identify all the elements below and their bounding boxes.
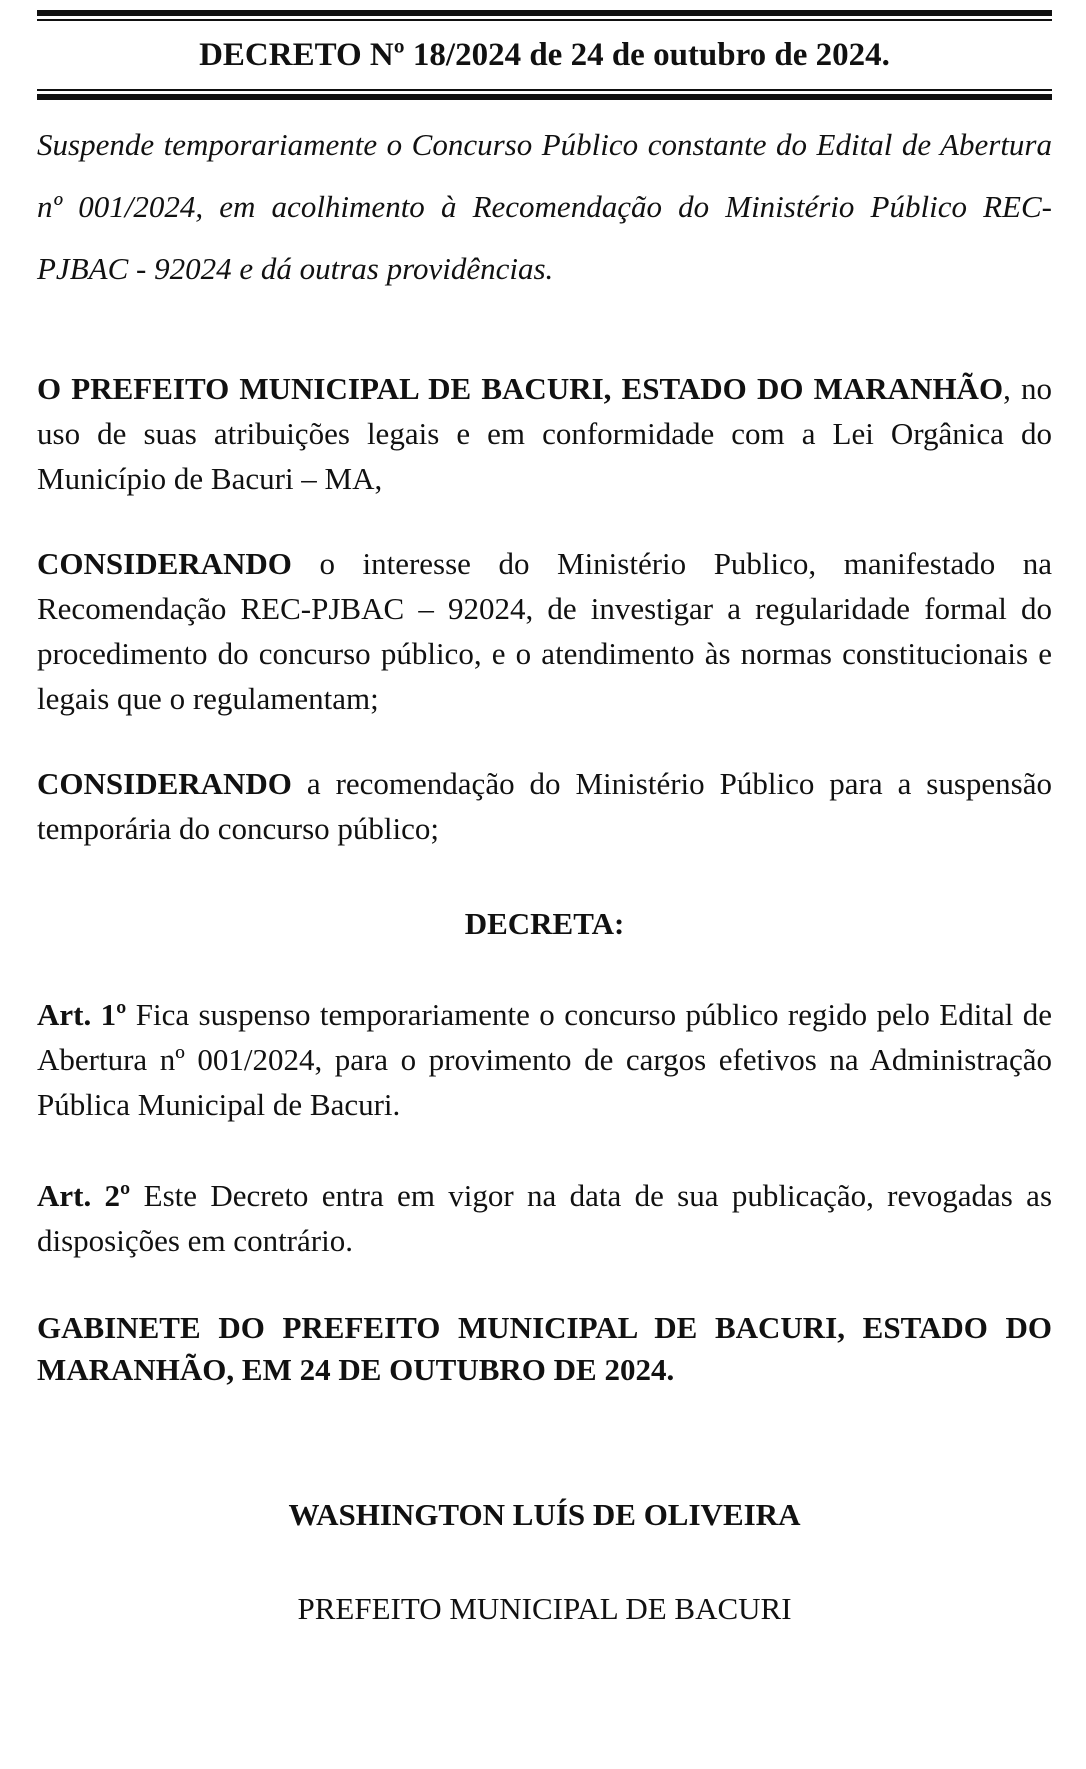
considerando-text-2: a recomendação do Ministério Público para a suspensão temporária do concurso público; bbox=[37, 766, 1052, 846]
considerando-text-1: o interesse do Ministério Publico, manifestado na Recomendação REC-PJBAC – 92024, de investigar a regularidade formal do procedimento do concurso público, e o atendimento às normas constitucionais e legais que o regulamentam; bbox=[37, 546, 1052, 716]
header-rule-bottom bbox=[37, 94, 1052, 100]
header-rule-top bbox=[37, 10, 1052, 16]
decreta-heading: DECRETA: bbox=[464, 906, 625, 941]
preamble-text: , no uso de suas atribuições legais e em conformidade com a Lei Orgânica do Município de Bacuri – MA, bbox=[37, 371, 1052, 496]
signatory-name: WASHINGTON LUÍS DE OLIVEIRA bbox=[288, 1497, 801, 1532]
article-1-paragraph bbox=[37, 992, 1052, 1127]
article-1-label: Art. 1º bbox=[37, 997, 127, 1032]
considerando-label-2: CONSIDERANDO bbox=[37, 766, 292, 801]
decree-summary: Suspende temporariamente o Concurso Público constante do Edital de Abertura nº 001/2024, em acolhimento à Recomendação do Ministério Público REC-PJBAC - 92024 e dá outras providências. bbox=[37, 127, 1052, 286]
header-rule-bottom-thin bbox=[37, 89, 1052, 91]
closing-statement: GABINETE DO PREFEITO MUNICIPAL DE BACURI, ESTADO DO MARANHÃO, EM 24 DE OUTUBRO DE 2024. bbox=[37, 1310, 1052, 1387]
article-2-label: Art. 2º bbox=[37, 1178, 131, 1213]
article-2-text: Este Decreto entra em vigor na data de sua publicação, revogadas as disposições em contrário. bbox=[37, 1178, 1053, 1258]
article-2-paragraph bbox=[37, 1173, 1052, 1263]
decree-document bbox=[0, 10, 1086, 1769]
considerando-label-1: CONSIDERANDO bbox=[37, 546, 292, 581]
preamble-authority: O PREFEITO MUNICIPAL DE BACURI, ESTADO DO MARANHÃO bbox=[37, 371, 1004, 406]
considerando-paragraph-2 bbox=[37, 761, 1052, 851]
signatory-office: PREFEITO MUNICIPAL DE BACURI bbox=[297, 1591, 792, 1626]
header-rule-top-thin bbox=[37, 19, 1052, 21]
article-1-text: Fica suspenso temporariamente o concurso público regido pelo Edital de Abertura nº 001/2024, para o provimento de cargos efetivos na Administração Pública Municipal de Bacuri. bbox=[37, 997, 1052, 1122]
preamble-paragraph bbox=[37, 366, 1052, 501]
decree-title: DECRETO Nº 18/2024 de 24 de outubro de 2024. bbox=[199, 37, 890, 73]
considerando-paragraph-1 bbox=[37, 541, 1052, 721]
